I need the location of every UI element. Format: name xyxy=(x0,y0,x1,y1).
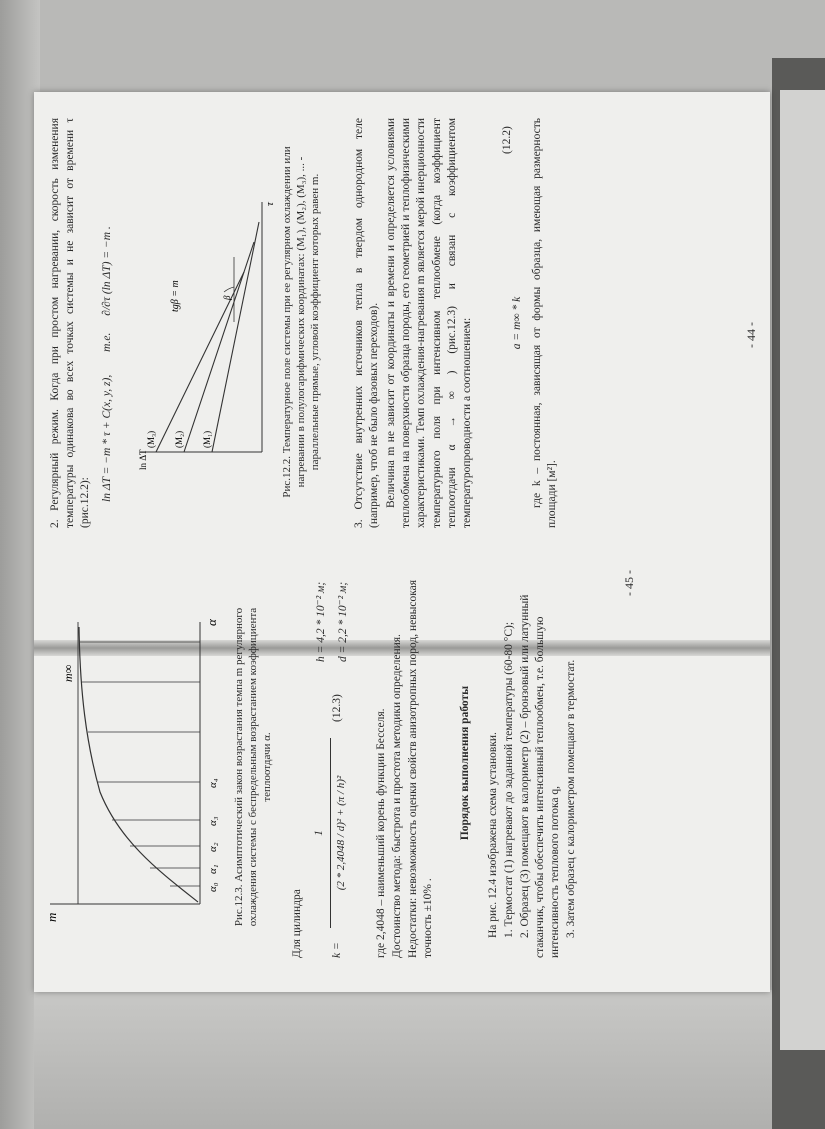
asymptote-label: m∞ xyxy=(61,664,75,682)
k-formula xyxy=(312,728,364,958)
label-alpha3: α₃ xyxy=(207,816,219,826)
procedure-title: Порядок выполнения работы xyxy=(459,685,471,841)
label-alpha4: α₄ xyxy=(207,778,219,788)
label-alpha0: α₀ xyxy=(207,882,219,892)
label-alpha2: α₂ xyxy=(207,842,219,852)
y-axis-label-m: m xyxy=(44,912,59,922)
page-44 xyxy=(34,92,770,552)
k-formula-fraction-bar xyxy=(330,738,331,928)
figure-12-2 xyxy=(134,172,274,472)
step-1: 1. Термостат (1) нагревают до заданной температуры (60-80 °С); xyxy=(503,621,515,938)
figure-12-3-svg xyxy=(40,602,230,932)
angle-arc xyxy=(224,287,234,292)
k-formula-denominator: (2 * 2,4048 / d)² + (π / h)² xyxy=(335,775,347,891)
h-value: h = 4,2 * 10⁻² м; xyxy=(315,581,327,662)
rotated-spread-content xyxy=(34,92,770,992)
line-m2 xyxy=(184,242,254,452)
angle-beta-label: β xyxy=(222,295,232,300)
next-page-edge xyxy=(780,90,825,1050)
k-formula-numerator: 1 xyxy=(313,830,325,836)
page-number-44: - 44 - xyxy=(744,322,758,348)
label-m2: (M₂) xyxy=(174,430,184,448)
x-axis-label-alpha: α xyxy=(204,619,219,626)
figure-12-3 xyxy=(40,602,230,932)
formula-line xyxy=(100,122,115,502)
equation-12-2: a = m∞ * k xyxy=(511,296,523,350)
y-axis-label: ln ΔT xyxy=(138,449,148,470)
formula-te: т.е. xyxy=(101,332,113,352)
x-axis-label: τ xyxy=(264,202,276,206)
k-formula-lhs: k = xyxy=(331,942,343,958)
equation-number-12-3: (12.3) xyxy=(331,694,343,722)
label-m1: (M₁) xyxy=(202,430,212,448)
page-number-45: - 45 - xyxy=(622,570,636,596)
figure-12-2-caption: Рис.12.2. Температурное поле системы при ее регулярном охлаждении или нагревании в полулогарифмических координатах: (M₁), (M₂), (M₃), ... - параллельные прямые, угловой коэффициент которых равен m. xyxy=(281,146,322,498)
paragraph-k-definition: где k – постоянная, зависящая от формы образца, имеющая размерность площади [м²]. xyxy=(531,118,559,528)
figure-12-3-caption: Рис.12.3. Асимптотический закон возрастания темпа m регулярного охлаждения системы с беспредельным возрастанием коэффициента теплоотдачи α. xyxy=(233,607,274,927)
disadvantages-note: Недостатки: невозможность оценки свойств анизотропных пород, невысокая точность ±10% . xyxy=(407,579,435,958)
step-3: 3. Затем образец с калориметром помещают в термостат. xyxy=(565,659,577,938)
bessel-note: где 2,4048 – наименьший корень функции Бесселя. xyxy=(375,708,387,958)
step-2: 2. Образец (3) помещают в калориметр (2) – бронзовый или латунный стаканчик, чтобы обеспечить интенсивный теплообмен, т.е. большую интенсивность теплового потока q, xyxy=(519,594,562,958)
cylinder-label: Для цилиндра xyxy=(291,889,303,958)
figure-12-2-svg xyxy=(134,172,274,472)
line-m1 xyxy=(212,222,259,452)
formula-ln-dt: ln ΔT = −m * τ + C(x, y, z), xyxy=(101,374,113,502)
formula-derivative: ∂/∂τ (ln ΔT) = −m . xyxy=(101,226,113,316)
paragraph-m-definition: Величина m не зависит от координаты и времени и определяется условиями теплообмена на поверхности образца породы, его геометрией и теплофизическими характеристиками. Темп охлаждения-нагревания m является мерой инерционности температурного поля при интенсивном теплообмене (когда коэффициент теплоотдачи α → ∞ ) (рис.12.3) и связан с коэффициентом температуропроводности a соотношением: xyxy=(385,118,473,528)
label-alpha1: α₁ xyxy=(207,864,219,874)
paragraph-3: 3. Отсутствие внутренних источников тепла в твердом однородном теле (например, чтоб не было фазовых переходов). xyxy=(353,118,381,528)
d-value: d = 2,2 * 10⁻² м; xyxy=(337,581,349,662)
label-m3: (M₃) xyxy=(146,430,156,448)
m-alpha-curve xyxy=(79,627,198,902)
advantages-note: Достоинство метода: быстрота и простота методики определения. xyxy=(391,634,403,958)
slope-label: tgβ = m xyxy=(170,280,181,312)
regular-mode-intro: 2. Регулярный режим. Когда при простом нагревании, скорость изменения температуры одинакова во всех точках системы и не зависит от времени τ (рис.12.2): xyxy=(49,118,92,528)
steps-intro: На рис. 12.4 изображена схема установки. xyxy=(487,732,499,938)
equation-number-12-2: (12.2) xyxy=(501,126,513,154)
scan-bottom-margin xyxy=(34,990,772,1129)
page-45 xyxy=(34,552,770,992)
